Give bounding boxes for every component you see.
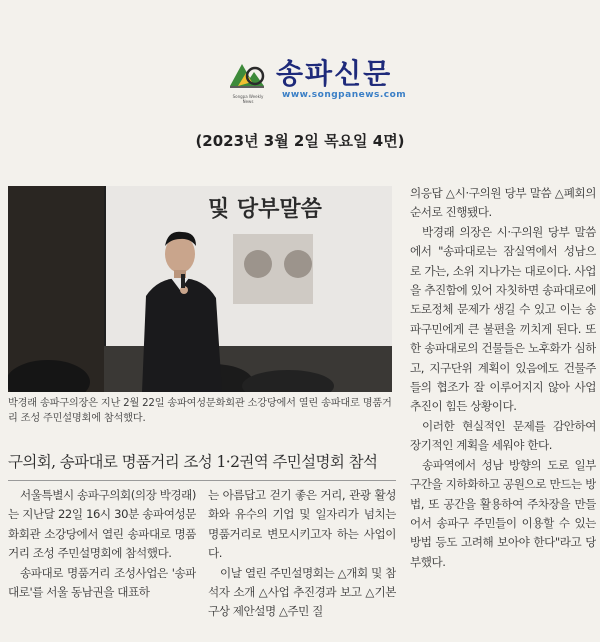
paragraph: 서울특별시 송파구의회(의장 박경래)는 지난달 22일 16시 30분 송파여성문화회관 소강당에서 열린 송파대로 명품거리 조성 주민설명회에 참석했다.	[8, 488, 196, 561]
newspaper-name: 송파신문	[276, 57, 393, 90]
headline-divider	[8, 480, 396, 481]
masthead	[0, 48, 600, 108]
paragraph: 송파역에서 성남 방향의 도로 일부 구간을 지하화하고 공원으로 만드는 방법, 또 공간을 활용하여 주차장을 만들어서 송파구 주민들이 이용할 수 있는 방법 등도 고려해 보아야 한다"라고 당부했다.	[410, 457, 596, 569]
article-column-1	[8, 486, 196, 642]
paragraph: 송파대로 명품거리 조성사업은 '송파대로'를 서울 동남권을 대표하	[8, 565, 196, 600]
songpa-logo-icon	[228, 56, 266, 94]
paragraph: 이러한 현실적인 문제를 감안하여 장기적인 계획을 세워야 한다.	[410, 418, 596, 453]
paragraph: 이날 열린 주민설명회는 △개회 및 참석자 소개 △사업 추진경과 보고 △기본구상 제안설명 △주민 질	[208, 565, 396, 619]
newspaper-url: www.songpanews.com	[282, 90, 407, 100]
photo-scene	[8, 186, 392, 392]
article-headline: 구의회, 송파대로 명품거리 조성 1·2권역 주민설명회 참석	[8, 453, 378, 471]
slide-text: 및 당부말씀	[208, 197, 322, 222]
article-column-3	[410, 184, 596, 642]
paragraph: 의응답 △시·구의원 당부 말씀 △폐회의 순서로 진행됐다.	[410, 186, 596, 220]
article-column-2	[208, 486, 396, 642]
article-photo	[8, 186, 392, 392]
paragraph: 는 아름답고 걷기 좋은 거리, 관광 활성화와 유수의 기업 및 일자리가 넘치는 명품거리로 변모시키고자 하는 사업이다.	[208, 488, 396, 561]
photo-caption: 박경래 송파구의장은 지난 2월 22일 송파여성문화회관 소강당에서 열린 송파대로 명품거리 조성 주민설명회에 참석했다.	[8, 398, 392, 424]
dateline: (2023년 3월 2일 목요일 4면)	[195, 132, 405, 150]
logo-subtitle: Songpa Weekly News	[232, 94, 264, 104]
paragraph: 박경래 의장은 시·구의원 당부 말씀에서 "송파대로는 잠실역에서 성남으로 가는, 소위 지나가는 대로이다. 사업을 추진함에 있어 자칫하면 송파대로에 도로정체 문제가 생길 수 있고 이는 송파구민에게 큰 불편을 끼치게 된다. 또한 송파대로의 건물들은 노후화가 심하고, 지구단위 계획이 있음에도 건물주들의 협조가 잘 이루어지지 않아 사업 추진이 힘든 상황이다.	[410, 224, 596, 414]
